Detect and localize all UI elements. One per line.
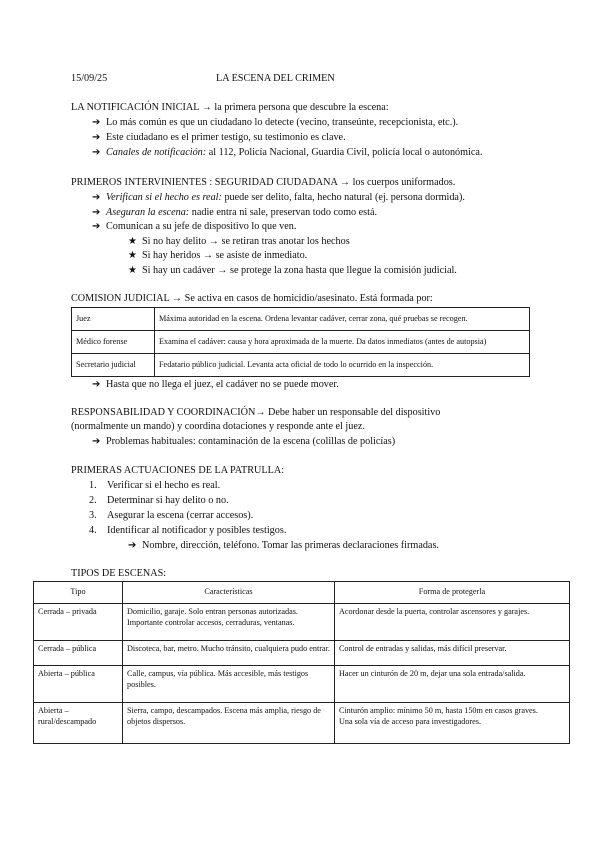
arrow-icon: ➔: [92, 147, 101, 158]
intervinientes-sub-1-text: Si no hay delito → se retiran tras anotar los hechos: [142, 236, 350, 247]
comision-heading: COMISION JUDICIAL → Se activa en casos de homicidio/asesinato. Está formada por:: [71, 293, 433, 304]
table-row: [34, 703, 570, 744]
tipos-heading: TIPOS DE ESCENAS:: [71, 568, 167, 579]
document-date: 15/09/25: [71, 73, 108, 84]
forma-cell: [334, 703, 569, 744]
cell-line: Cinturón amplio: mínimo 50 m, hasta 150m en casos graves.: [338, 706, 538, 715]
table-header-row: [34, 582, 570, 604]
cell-line: objetos dispersos.: [127, 716, 186, 726]
column-header: Forma de protegerla: [334, 582, 569, 604]
document-title: LA ESCENA DEL CRIMEN: [216, 73, 335, 84]
arrow-icon: ➔: [92, 436, 101, 447]
table-row: [34, 604, 570, 641]
arrow-icon: ➔: [92, 379, 101, 390]
cell-line: Calle, campus, vía pública. Más accesible, más testigos: [127, 669, 309, 678]
intervinientes-item-2: [92, 208, 377, 218]
comision-note-text: Hasta que no llega el juez, el cadáver no se puede mover.: [106, 379, 339, 390]
star-icon: ★: [128, 236, 138, 247]
star-icon: ★: [128, 265, 138, 276]
intervinientes-sub-2-text: Si hay heridos → se asiste de inmediato.: [142, 250, 308, 261]
tipo-cell: Abierta – pública: [34, 666, 123, 703]
arrow-icon: ➔: [92, 132, 101, 143]
responsabilidad-item-text: Problemas habituales: contaminación de la escena (colillas de policías): [106, 436, 396, 447]
table-row: [72, 354, 530, 377]
comision-note: [92, 380, 339, 390]
comision-desc: Máxima autoridad en la escena. Ordena levantar cadáver, cerrar zona, qué pruebas se recogen.: [155, 308, 530, 331]
intervinientes-heading: PRIMEROS INTERVINIENTES : SEGURIDAD CIUDADANA → los cuerpos uniformados.: [71, 177, 456, 188]
actuaciones-sub: [128, 541, 439, 551]
actuaciones-heading: PRIMERAS ACTUACIONES DE LA PATRULLA:: [71, 465, 285, 476]
canales-text: al 112, Policía Nacional, Guardia Civil, policía local o autonómica.: [206, 147, 483, 158]
responsabilidad-item: [92, 437, 395, 447]
verifican-label: Verifican si el hecho es real:: [106, 192, 222, 203]
actuaciones-number: 4.: [89, 525, 97, 536]
table-row: [34, 641, 570, 666]
arrow-icon: ➔: [128, 540, 137, 551]
caracteristicas-cell: [123, 641, 335, 666]
intervinientes-item-3: [92, 222, 296, 232]
caracteristicas-cell: [123, 703, 335, 744]
cell-line: Abierta –: [38, 706, 69, 715]
actuaciones-item-2: Determinar si hay delito o no.: [107, 495, 229, 506]
tipo-cell: [34, 703, 123, 744]
aseguran-label: Aseguran la escena:: [106, 207, 190, 218]
actuaciones-number: 1.: [89, 480, 97, 491]
cell-line: Sierra, campo, descampados. Escena más amplia, riesgo de: [127, 706, 321, 715]
notificacion-item-2-text: Este ciudadano es el primer testigo, su testimonio es clave.: [106, 132, 346, 143]
intervinientes-item-1: [92, 193, 465, 203]
table-row: [34, 666, 570, 703]
column-header: Características: [123, 582, 335, 604]
cell-line: Discoteca, bar, metro. Mucho tránsito, cualquiera pudo entrar.: [127, 644, 330, 653]
intervinientes-sub-3: [128, 266, 457, 276]
aseguran-text: nadie entra ni sale, preservan todo como está.: [189, 207, 378, 218]
arrow-icon: ➔: [92, 192, 101, 203]
comision-desc: Fedatario público judicial. Levanta acta oficial de todo lo ocurrido en la inspección.: [155, 354, 530, 377]
notificacion-item-2: [92, 133, 346, 143]
actuaciones-item-4: Identificar al notificador y posibles testigos.: [107, 525, 287, 536]
caracteristicas-cell: [123, 666, 335, 703]
intervinientes-item-3-text: Comunican a su jefe de dispositivo lo que ven.: [106, 221, 297, 232]
comision-role: Juez: [72, 308, 155, 331]
notificacion-item-1-text: Lo más común es que un ciudadano lo detecte (vecino, transeúnte, recepcionista, etc.).: [106, 117, 459, 128]
cell-line: Una sola vía de acceso para investigadores.: [338, 716, 482, 726]
actuaciones-item-3: Asegurar la escena (cerrar accesos).: [107, 510, 254, 521]
caracteristicas-cell: [123, 604, 335, 641]
responsabilidad-heading-2: (normalmente un mando) y coordina dotaciones y responde ante el juez.: [71, 421, 365, 432]
tipo-cell: Cerrada – privada: [34, 604, 123, 641]
cell-line: rural/descampado: [38, 716, 97, 726]
comision-table: [71, 307, 530, 377]
cell-line: Hacer un cinturón de 20 m, dejar una sola entrada/salida.: [338, 669, 526, 678]
cell-line: Control de entradas y salidas, más difícil preservar.: [338, 644, 507, 653]
cell-line: posibles.: [127, 679, 156, 689]
verifican-text: puede ser delito, falta, hecho natural (ej. persona dormida).: [221, 192, 465, 203]
notificacion-item-1: [92, 118, 458, 128]
arrow-icon: ➔: [92, 207, 101, 218]
actuaciones-number: 3.: [89, 510, 97, 521]
comision-role: Médico forense: [72, 331, 155, 354]
star-icon: ★: [128, 250, 138, 261]
actuaciones-sub-text: Nombre, dirección, teléfono. Tomar las primeras declaraciones firmadas.: [142, 540, 439, 551]
actuaciones-item-1: Verificar si el hecho es real.: [107, 480, 221, 491]
forma-cell: [334, 641, 569, 666]
notificacion-heading: LA NOTIFICACIÓN INICIAL → la primera persona que descubre la escena:: [71, 102, 389, 113]
actuaciones-number: 2.: [89, 495, 97, 506]
cell-line: Acordonar desde la puerta, controlar ascensores y garajes.: [338, 607, 530, 616]
arrow-icon: ➔: [92, 117, 101, 128]
forma-cell: [334, 666, 569, 703]
forma-cell: [334, 604, 569, 641]
canales-label: Canales de notificación:: [106, 147, 207, 158]
intervinientes-sub-2: [128, 251, 307, 261]
notificacion-item-3: [92, 148, 482, 158]
responsabilidad-heading-1: RESPONSABILIDAD Y COORDINACIÓN→ Debe haber un responsable del dispositivo: [71, 407, 441, 418]
comision-role: Secretario judicial: [72, 354, 155, 377]
table-row: [72, 308, 530, 331]
cell-line: Domicilio, garaje. Solo entran personas autorizadas.: [127, 607, 298, 616]
tipo-cell: Cerrada – pública: [34, 641, 123, 666]
comision-desc: Examina el cadáver: causa y hora aproximada de la muerte. Da datos inmediatos (antes de autopsia): [155, 331, 530, 354]
tipos-table: [33, 581, 570, 744]
intervinientes-sub-1: [128, 237, 350, 247]
column-header: Tipo: [34, 582, 123, 604]
arrow-icon: ➔: [92, 221, 101, 232]
cell-line: Importante controlar accesos, cerraduras, ventanas.: [127, 617, 295, 627]
table-row: [72, 331, 530, 354]
intervinientes-sub-3-text: Si hay un cadáver → se protege la zona hasta que llegue la comisión judicial.: [142, 265, 457, 276]
